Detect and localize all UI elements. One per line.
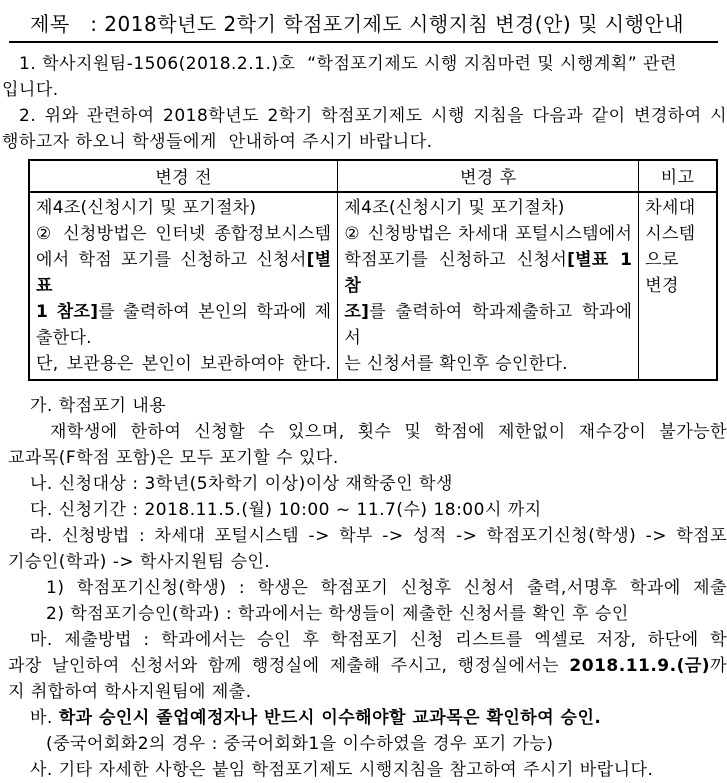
text-line: 에서 학점 포기를 신청하고 신청서[별표 [36,250,332,296]
text-line: 2) 학점포기승인(학과) : 학과에서는 학생들이 제출한 신청서를 확인 후 승인 [46,604,629,624]
text-line: 2. 위와 관련하여 2018학년도 2학기 학점포기제도 시행 지침을 다음과 같이 변경하여 시 [19,106,727,126]
column-header-before-change: 변경 전 [29,160,338,192]
body-sections [0,393,727,783]
table-header-row [29,160,717,192]
text-line: 입니다. [2,80,59,100]
text-line: 단, 보관용은 본인이 보관하여야 한다. [36,354,332,374]
intro-paragraphs [0,51,727,155]
column-header-note: 비고 [639,160,717,192]
text-line: 기승인(학과) -> 학사지원팀 승인. [8,552,271,572]
text-line: 마. 제출방법 : 학과에서는 승인 후 학점포기 신청 리스트를 엑셀로 저장, 하단에 학 [30,630,727,650]
cell-note [639,192,717,380]
text-line: 재학생에 한하여 신청할 수 있으며, 횟수 및 학점에 제한없이 재수강이 불가능한 [50,422,727,442]
text-line: 과장 날인하여 신청서와 함께 행정실에 제출해 주시고, 행정실에서는 2018.11.9.(금)까 [8,656,727,676]
text-line: 라. 신청방법 : 차세대 포털시스템 -> 학부 -> 성적 -> 학점포기신청(학생) -> 학점포 [30,526,727,546]
text-line: 바. 학과 승인시 졸업예정자나 반드시 이수해야할 교과목은 확인하여 승인. [30,708,602,728]
text-line: 차세대 [645,198,696,218]
text-line: 지 취합하여 학사지원팀에 제출. [8,682,252,702]
text-line: 는 신청서를 확인후 승인한다. [344,354,568,374]
text-line: 1) 학점포기신청(학생) : 학생은 학점포기 신청후 신청서 출력,서명후 학과에 제출 [46,578,727,598]
text-line: 1. 학사지원팀-1506(2018.2.1.)호 “학점포기제도 시행 지침마련 및 시행계획” 관련 [19,54,677,74]
text-line: 가. 학점포기 내용 [30,396,167,416]
text-line: 으로 [645,250,679,270]
cell-after-change [338,192,639,380]
text-line: 나. 신청대상 : 3학년(5차학기 이상)이상 재학중인 학생 [30,474,453,494]
text-line: 출한다. [36,328,92,348]
text-line: ② 신청방법은 인터넷 종합정보시스템 [36,224,332,244]
document-page [0,6,727,780]
text-line: 학점포기를 신청하고 신청서[별표 1 참 [344,250,639,296]
text-line: 제4조(신청시기 및 포기절차) [344,198,565,218]
change-comparison-table [28,159,718,381]
text-line: (중국어회화2의 경우 : 중국어회화1을 이수하였을 경우 포기 가능) [46,734,554,754]
text-line: 사. 기타 자세한 사항은 붙임 학점포기제도 시행지침을 참고하여 주시기 바랍니다. [30,760,654,780]
text-line: 1 참조]를 출력하여 본인의 학과에 제 [36,302,332,322]
text-line: 시스템 [645,224,696,244]
cell-before-change [29,192,338,380]
text-line: 교과목(F학점 포함)은 모두 포기할 수 있다. [8,448,339,468]
text-line: ② 신청방법은 차세대 포털시스템에서 [344,224,633,244]
text-line: 변경 [645,276,679,296]
table-row [29,192,717,380]
page-title: 제목 : 2018학년도 2학기 학점포기제도 시행지침 변경(안) 및 시행안내 [9,6,718,43]
text-line: 제4조(신청시기 및 포기절차) [36,198,257,218]
text-line: 행하고자 하오니 학생들에게 안내하여 주시기 바랍니다. [2,132,433,152]
text-line: 다. 신청기간 : 2018.11.5.(월) 10:00 ~ 11.7(수) 18:00시 까지 [30,500,542,520]
text-line: 조]를 출력하여 학과제출하고 학과에서 [344,302,633,348]
column-header-after-change: 변경 후 [338,160,639,192]
